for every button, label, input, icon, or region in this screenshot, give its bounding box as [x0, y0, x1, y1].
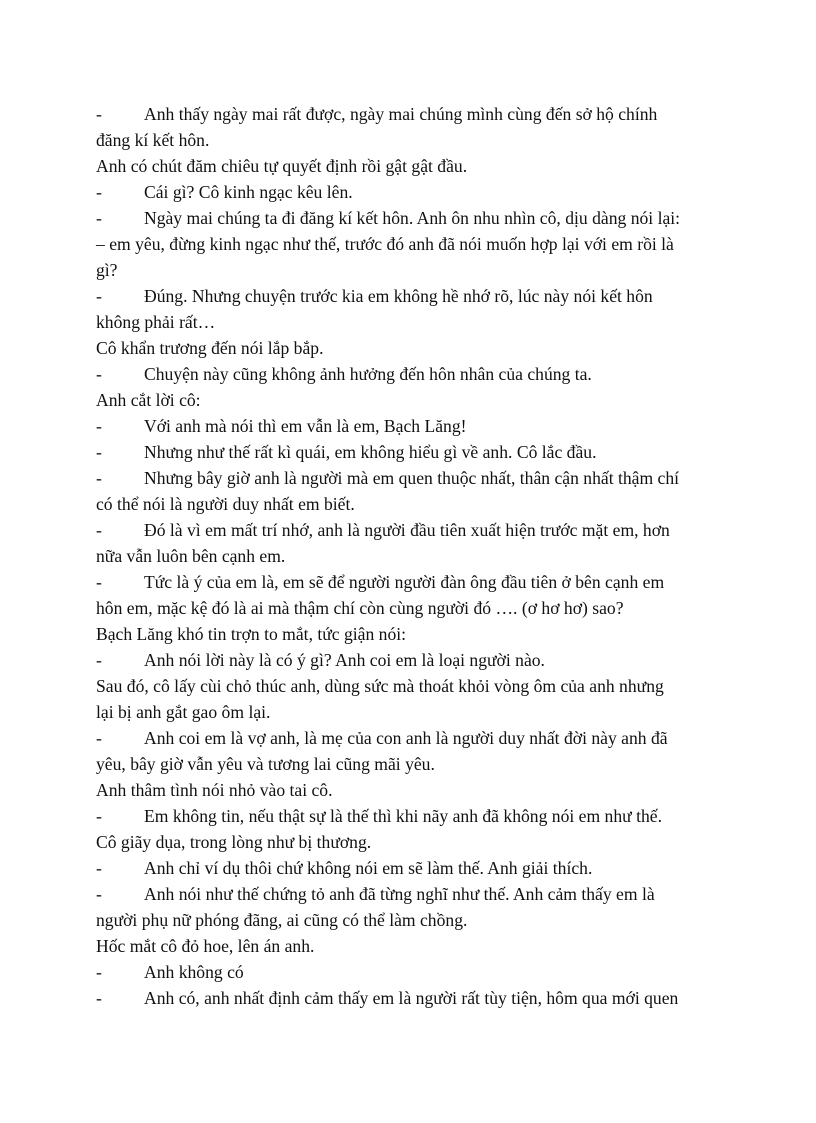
dialogue-text: Ngày mai chúng ta đi đăng kí kết hôn. Anh ôn nhu nhìn cô, dịu dàng nói lại:	[144, 208, 681, 228]
narration-text: Cô giãy dụa, trong lòng như bị thương.	[96, 832, 372, 852]
dialogue-text: Tức là ý của em là, em sẽ để người người đàn ông đầu tiên ở bên cạnh em	[144, 572, 665, 592]
dialogue-text: Anh chỉ ví dụ thôi chứ không nói em sẽ làm thế. Anh giải thích.	[144, 858, 593, 878]
narration-text: yêu, bây giờ vẫn yêu và tương lai cũng mãi yêu.	[96, 754, 435, 774]
text-line	[96, 543, 720, 569]
text-line	[96, 205, 720, 231]
text-line	[96, 933, 720, 959]
narration-text: Cô khẩn trương đến nói lắp bắp.	[96, 338, 324, 358]
dialogue-text: Nhưng bây giờ anh là người mà em quen thuộc nhất, thân cận nhất thậm chí	[144, 468, 680, 488]
narration-text: không phải rất…	[96, 312, 216, 332]
dialogue-text: Với anh mà nói thì em vẫn là em, Bạch Lăng!	[144, 416, 467, 436]
narration-text: đăng kí kết hôn.	[96, 130, 210, 150]
narration-text: hôn em, mặc kệ đó là ai mà thậm chí còn cùng người đó …. (ơ hơ hơ) sao?	[96, 598, 624, 618]
text-line	[96, 283, 720, 309]
narration-text: lại bị anh gắt gao ôm lại.	[96, 702, 271, 722]
dialogue-text: Anh coi em là vợ anh, là mẹ của con anh là người duy nhất đời này anh đã	[144, 728, 668, 748]
text-line	[96, 829, 720, 855]
dialogue-text: Anh thấy ngày mai rất được, ngày mai chúng mình cùng đến sở hộ chính	[144, 104, 658, 124]
narration-text: Anh cắt lời cô:	[96, 390, 201, 410]
text-line	[96, 491, 720, 517]
text-line	[96, 465, 720, 491]
text-line	[96, 621, 720, 647]
dialogue-dash: -	[96, 416, 102, 436]
text-line	[96, 361, 720, 387]
dialogue-text: Nhưng như thế rất kì quái, em không hiểu gì về anh. Cô lắc đầu.	[144, 442, 597, 462]
text-line	[96, 803, 720, 829]
dialogue-dash: -	[96, 468, 102, 488]
document-page	[96, 101, 720, 1011]
text-line	[96, 751, 720, 777]
dialogue-dash: -	[96, 182, 102, 202]
text-line	[96, 257, 720, 283]
text-line	[96, 725, 720, 751]
text-line	[96, 595, 720, 621]
dialogue-dash: -	[96, 988, 102, 1008]
dialogue-dash: -	[96, 208, 102, 228]
text-line	[96, 647, 720, 673]
text-line	[96, 569, 720, 595]
dialogue-text: Chuyện này cũng không ảnh hưởng đến hôn nhân của chúng ta.	[144, 364, 592, 384]
text-line	[96, 517, 720, 543]
dialogue-text: Em không tin, nếu thật sự là thế thì khi nãy anh đã không nói em như thế.	[144, 806, 662, 826]
narration-text: nữa vẫn luôn bên cạnh em.	[96, 546, 286, 566]
dialogue-dash: -	[96, 364, 102, 384]
narration-text: Sau đó, cô lấy cùi chỏ thúc anh, dùng sức mà thoát khỏi vòng ôm của anh nhưng	[96, 676, 664, 696]
narration-text: Hốc mắt cô đỏ hoe, lên án anh.	[96, 936, 315, 956]
narration-text: – em yêu, đừng kinh ngạc như thế, trước đó anh đã nói muốn hợp lại với em rồi là	[96, 234, 674, 254]
dialogue-dash: -	[96, 650, 102, 670]
text-line	[96, 907, 720, 933]
dialogue-text: Anh có, anh nhất định cảm thấy em là người rất tùy tiện, hôm qua mới quen	[144, 988, 679, 1008]
dialogue-text: Đó là vì em mất trí nhớ, anh là người đầu tiên xuất hiện trước mặt em, hơn	[144, 520, 670, 540]
text-line	[96, 153, 720, 179]
text-line	[96, 179, 720, 205]
dialogue-dash: -	[96, 572, 102, 592]
text-line	[96, 387, 720, 413]
dialogue-dash: -	[96, 858, 102, 878]
dialogue-dash: -	[96, 884, 102, 904]
text-line	[96, 309, 720, 335]
text-line	[96, 413, 720, 439]
dialogue-text: Đúng. Nhưng chuyện trước kia em không hề nhớ rõ, lúc này nói kết hôn	[144, 286, 653, 306]
dialogue-text: Anh không có	[144, 962, 244, 982]
narration-text: người phụ nữ phóng đãng, ai cũng có thể làm chồng.	[96, 910, 468, 930]
text-line	[96, 959, 720, 985]
text-line	[96, 777, 720, 803]
dialogue-dash: -	[96, 728, 102, 748]
narration-text: gì?	[96, 260, 118, 280]
text-line	[96, 127, 720, 153]
dialogue-dash: -	[96, 104, 102, 124]
text-line	[96, 101, 720, 127]
text-line	[96, 439, 720, 465]
narration-text: Anh thâm tình nói nhỏ vào tai cô.	[96, 780, 333, 800]
dialogue-text: Cái gì? Cô kinh ngạc kêu lên.	[144, 182, 353, 202]
text-line	[96, 335, 720, 361]
dialogue-dash: -	[96, 286, 102, 306]
dialogue-dash: -	[96, 520, 102, 540]
narration-text: Bạch Lăng khó tin trợn to mắt, tức giận nói:	[96, 624, 407, 644]
text-line	[96, 231, 720, 257]
dialogue-text: Anh nói lời này là có ý gì? Anh coi em là loại người nào.	[144, 650, 545, 670]
text-line	[96, 673, 720, 699]
text-line	[96, 855, 720, 881]
dialogue-dash: -	[96, 962, 102, 982]
dialogue-dash: -	[96, 442, 102, 462]
text-line	[96, 985, 720, 1011]
narration-text: có thể nói là người duy nhất em biết.	[96, 494, 355, 514]
text-line	[96, 699, 720, 725]
dialogue-dash: -	[96, 806, 102, 826]
narration-text: Anh có chút đăm chiêu tự quyết định rồi gật gật đầu.	[96, 156, 468, 176]
text-line	[96, 881, 720, 907]
dialogue-text: Anh nói như thế chứng tỏ anh đã từng nghĩ như thế. Anh cảm thấy em là	[144, 884, 655, 904]
